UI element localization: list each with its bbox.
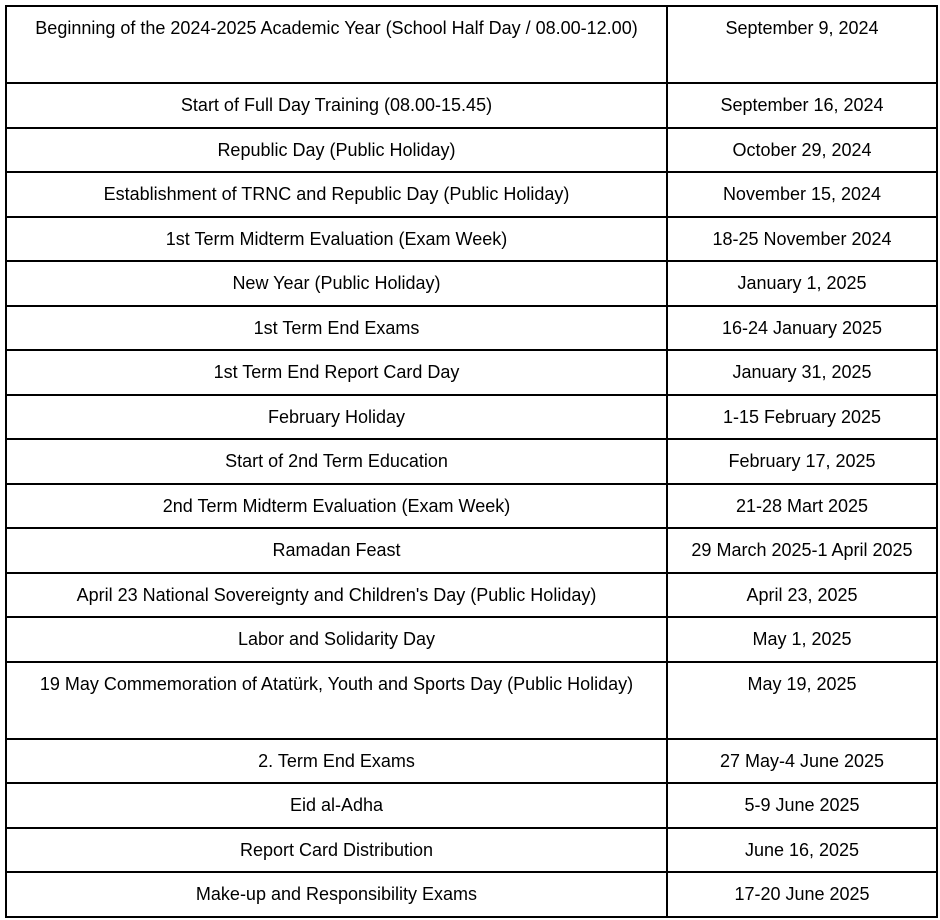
event-cell: Make-up and Responsibility Exams <box>6 872 667 917</box>
event-cell: Beginning of the 2024-2025 Academic Year (School Half Day / 08.00-12.00) <box>6 6 667 83</box>
date-cell: September 16, 2024 <box>667 83 937 128</box>
date-cell: April 23, 2025 <box>667 573 937 618</box>
table-row <box>6 739 937 784</box>
event-cell: Eid al-Adha <box>6 783 667 828</box>
date-cell: 18-25 November 2024 <box>667 217 937 262</box>
date-cell: January 31, 2025 <box>667 350 937 395</box>
table-row <box>6 528 937 573</box>
date-cell: 5-9 June 2025 <box>667 783 937 828</box>
event-cell: February Holiday <box>6 395 667 440</box>
event-cell: Start of 2nd Term Education <box>6 439 667 484</box>
date-cell: June 16, 2025 <box>667 828 937 873</box>
date-cell: February 17, 2025 <box>667 439 937 484</box>
table-row <box>6 217 937 262</box>
date-cell: January 1, 2025 <box>667 261 937 306</box>
date-cell: 27 May-4 June 2025 <box>667 739 937 784</box>
date-cell: May 19, 2025 <box>667 662 937 739</box>
date-cell: September 9, 2024 <box>667 6 937 83</box>
event-cell: Labor and Solidarity Day <box>6 617 667 662</box>
date-cell: October 29, 2024 <box>667 128 937 173</box>
event-cell: April 23 National Sovereignty and Children's Day (Public Holiday) <box>6 573 667 618</box>
date-cell: May 1, 2025 <box>667 617 937 662</box>
event-cell: 19 May Commemoration of Atatürk, Youth and Sports Day (Public Holiday) <box>6 662 667 739</box>
event-cell: 2. Term End Exams <box>6 739 667 784</box>
table-row <box>6 128 937 173</box>
event-cell: 2nd Term Midterm Evaluation (Exam Week) <box>6 484 667 529</box>
event-cell: Report Card Distribution <box>6 828 667 873</box>
table-row <box>6 395 937 440</box>
academic-calendar-table <box>5 5 938 918</box>
date-cell: 16-24 January 2025 <box>667 306 937 351</box>
event-cell: 1st Term End Report Card Day <box>6 350 667 395</box>
event-cell: 1st Term End Exams <box>6 306 667 351</box>
date-cell: 17-20 June 2025 <box>667 872 937 917</box>
table-row <box>6 617 937 662</box>
date-cell: 29 March 2025-1 April 2025 <box>667 528 937 573</box>
date-cell: November 15, 2024 <box>667 172 937 217</box>
event-cell: Ramadan Feast <box>6 528 667 573</box>
table-row <box>6 350 937 395</box>
date-cell: 1-15 February 2025 <box>667 395 937 440</box>
table-row <box>6 573 937 618</box>
table-row <box>6 83 937 128</box>
table-row <box>6 484 937 529</box>
table-row <box>6 872 937 917</box>
date-cell: 21-28 Mart 2025 <box>667 484 937 529</box>
table-row <box>6 783 937 828</box>
table-row <box>6 6 937 83</box>
table-row <box>6 439 937 484</box>
event-cell: Establishment of TRNC and Republic Day (Public Holiday) <box>6 172 667 217</box>
table-row <box>6 172 937 217</box>
table-row <box>6 662 937 739</box>
event-cell: 1st Term Midterm Evaluation (Exam Week) <box>6 217 667 262</box>
table-row <box>6 261 937 306</box>
event-cell: Start of Full Day Training (08.00-15.45) <box>6 83 667 128</box>
table-row <box>6 828 937 873</box>
table-row <box>6 306 937 351</box>
event-cell: New Year (Public Holiday) <box>6 261 667 306</box>
event-cell: Republic Day (Public Holiday) <box>6 128 667 173</box>
